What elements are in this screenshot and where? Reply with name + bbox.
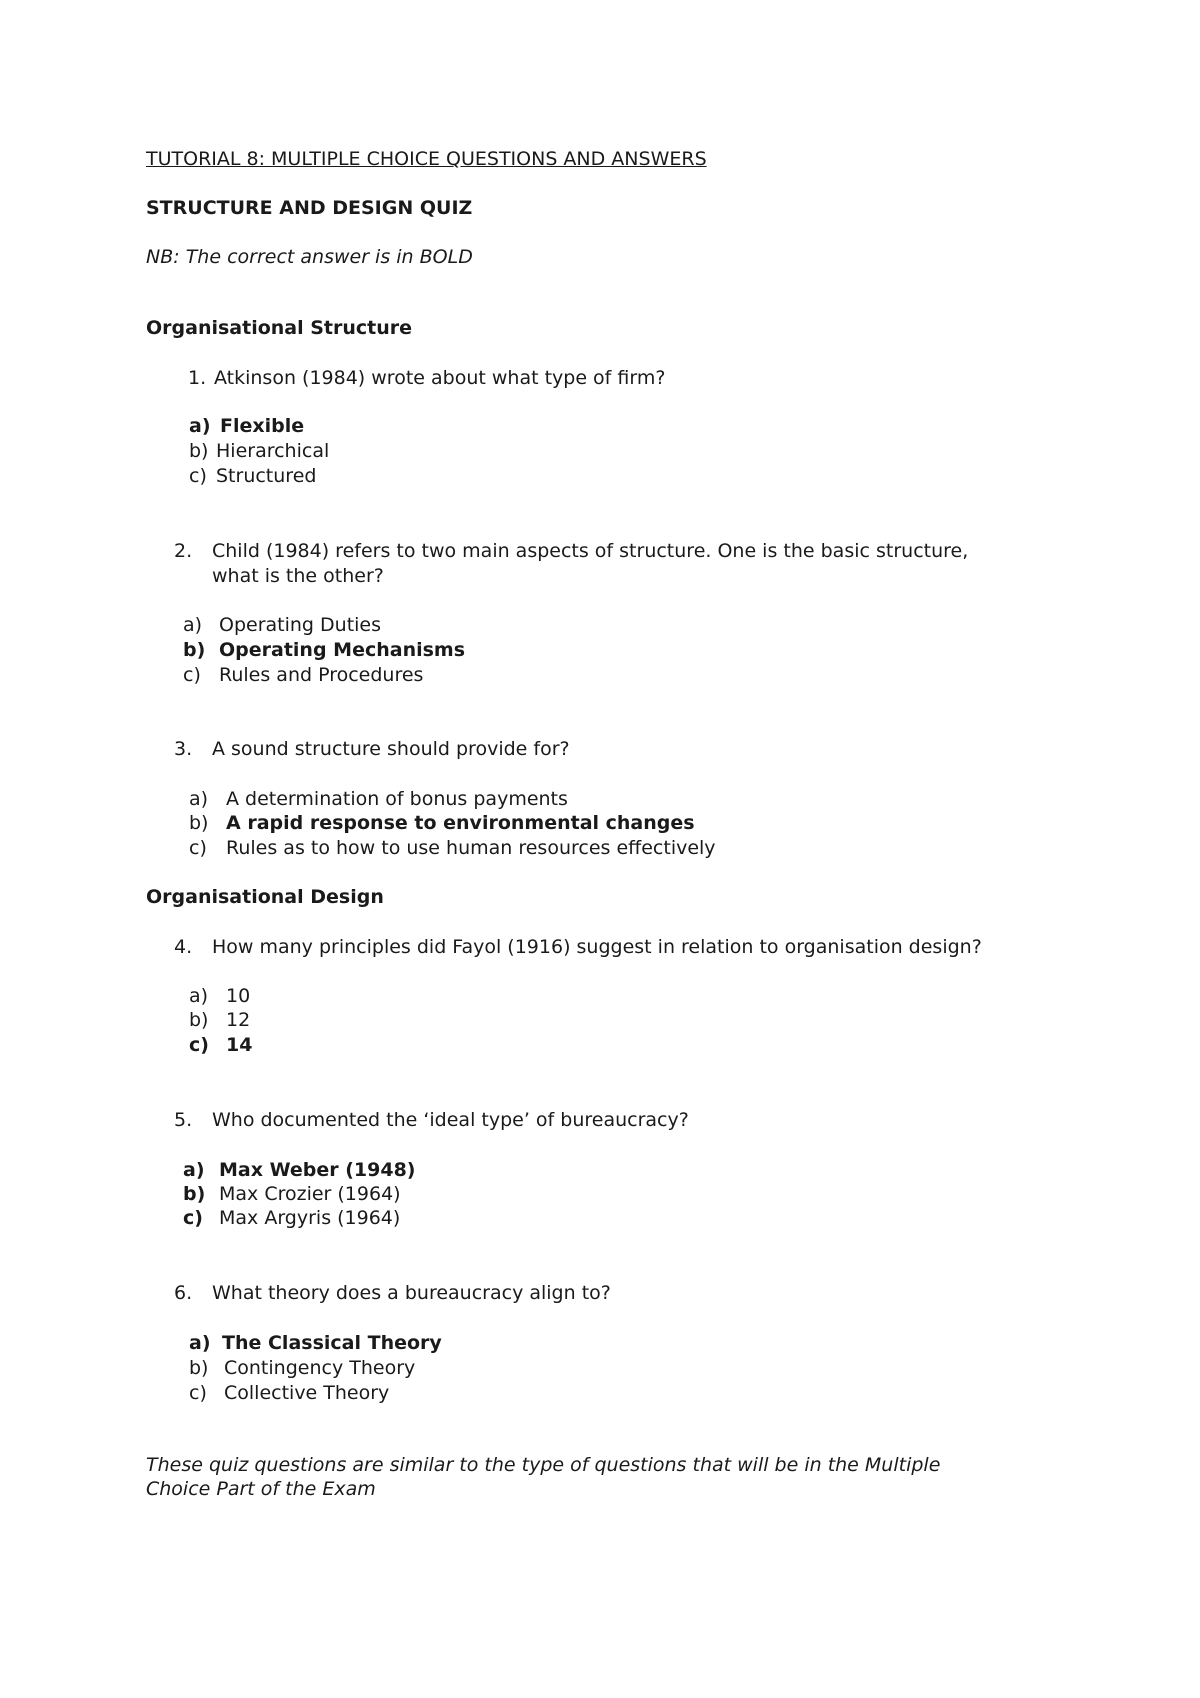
question-text: Who documented the ‘ideal type’ of bureaucracy? xyxy=(212,1109,689,1131)
option-text: Operating Duties xyxy=(219,614,382,636)
question-text: Child (1984) refers to two main aspects of structure. One is the basic structure, xyxy=(212,540,969,562)
option-text: Contingency Theory xyxy=(224,1357,416,1379)
question-text: A sound structure should provide for? xyxy=(212,738,570,760)
option-label: a) xyxy=(183,614,203,636)
quiz-title: STRUCTURE AND DESIGN QUIZ xyxy=(146,197,473,219)
option-text-correct: Flexible xyxy=(220,415,305,437)
question-text: What theory does a bureaucracy align to? xyxy=(212,1282,611,1304)
footer-note: Choice Part of the Exam xyxy=(146,1478,376,1500)
option-text: 10 xyxy=(226,985,251,1007)
option-label: a) xyxy=(189,415,211,437)
option-label: c) xyxy=(189,1382,207,1404)
footer-note: These quiz questions are similar to the type of questions that will be in the Multiple xyxy=(146,1454,941,1476)
option-label: c) xyxy=(189,1034,209,1056)
option-label: b) xyxy=(183,1183,206,1205)
option-text: Rules as to how to use human resources effectively xyxy=(226,837,716,859)
option-label: c) xyxy=(189,465,207,487)
option-text: Max Crozier (1964) xyxy=(219,1183,401,1205)
answer-note: NB: The correct answer is in BOLD xyxy=(146,246,473,268)
option-text-correct: Max Weber (1948) xyxy=(219,1159,416,1181)
option-label: a) xyxy=(189,985,209,1007)
question-number: 4. xyxy=(174,936,193,958)
document-title: TUTORIAL 8: MULTIPLE CHOICE QUESTIONS AND ANSWERS xyxy=(146,148,707,170)
option-label: c) xyxy=(183,1207,203,1229)
section-heading-structure: Organisational Structure xyxy=(146,317,413,339)
question-number: 5. xyxy=(174,1109,193,1131)
option-text-correct: A rapid response to environmental changes xyxy=(226,812,695,834)
question-number: 6. xyxy=(174,1282,193,1304)
question-text: what is the other? xyxy=(212,565,384,587)
option-text: Max Argyris (1964) xyxy=(219,1207,401,1229)
option-label: b) xyxy=(189,812,209,834)
option-label: a) xyxy=(189,1332,211,1354)
question-text: How many principles did Fayol (1916) suggest in relation to organisation design? xyxy=(212,936,982,958)
section-heading-design: Organisational Design xyxy=(146,886,384,908)
option-label: b) xyxy=(189,1357,209,1379)
option-text: Rules and Procedures xyxy=(219,664,424,686)
option-label: a) xyxy=(183,1159,205,1181)
option-text: Collective Theory xyxy=(224,1382,390,1404)
question-number: 3. xyxy=(174,738,193,760)
option-label: c) xyxy=(183,664,201,686)
option-label: b) xyxy=(189,440,209,462)
option-text-correct: Operating Mechanisms xyxy=(219,639,466,661)
question-number: 1. xyxy=(188,367,207,389)
option-text: 12 xyxy=(226,1009,251,1031)
option-text: Structured xyxy=(216,465,317,487)
option-text-correct: 14 xyxy=(226,1034,253,1056)
option-label: b) xyxy=(183,639,206,661)
option-label: c) xyxy=(189,837,207,859)
option-label: a) xyxy=(189,788,209,810)
option-text: Hierarchical xyxy=(216,440,330,462)
option-text-correct: The Classical Theory xyxy=(222,1332,442,1354)
option-text: A determination of bonus payments xyxy=(226,788,568,810)
option-label: b) xyxy=(189,1009,209,1031)
question-text: Atkinson (1984) wrote about what type of firm? xyxy=(214,367,666,389)
question-number: 2. xyxy=(174,540,193,562)
